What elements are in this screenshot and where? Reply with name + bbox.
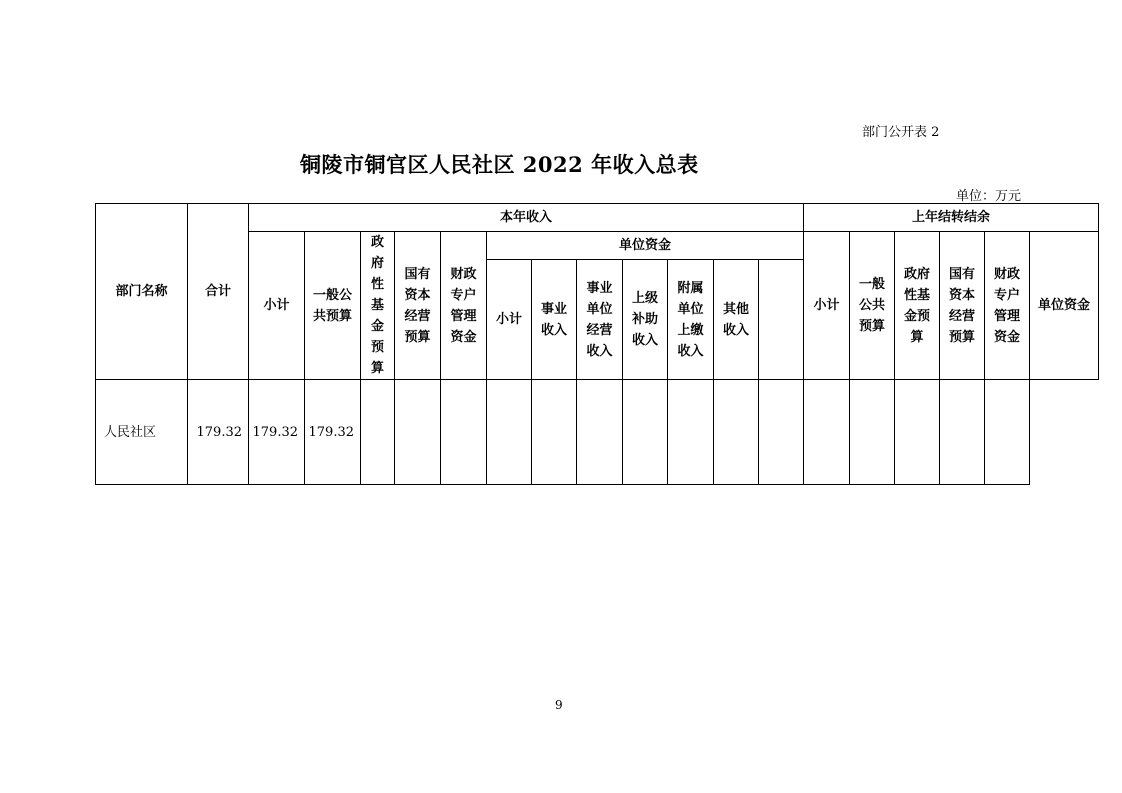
cell-state-capital <box>395 380 441 485</box>
cell-co-gov-fund <box>850 380 895 485</box>
header-affiliated-income: 附属单位上缴收入 <box>668 260 714 380</box>
header-gov-fund: 政府性基金预算 <box>361 232 395 380</box>
header-this-year-income: 本年收入 <box>249 204 804 232</box>
header-fiscal-special: 财政专户管理资金 <box>441 232 487 380</box>
cell-co-unit-funds <box>985 380 1030 485</box>
cell-co-state-capital <box>895 380 940 485</box>
header-operating-income: 事业单位经营收入 <box>577 260 623 380</box>
header-co-subtotal: 小计 <box>804 232 850 380</box>
header-business-income: 事业收入 <box>532 260 577 380</box>
header-dept-name: 部门名称 <box>96 204 188 380</box>
header-subtotal: 小计 <box>249 232 305 380</box>
cell-general-budget: 179.32 <box>305 380 361 485</box>
cell-superior-subsidy <box>623 380 668 485</box>
unit-label: 单位：万元 <box>956 189 1022 204</box>
header-unit-funds: 单位资金 <box>487 232 804 260</box>
header-state-capital: 国有资本经营预算 <box>395 232 441 380</box>
header-co-general-budget: 一般公共预算 <box>850 232 895 380</box>
cell-co-subtotal <box>759 380 804 485</box>
header-general-budget: 一般公共预算 <box>305 232 361 380</box>
cell-co-general <box>804 380 850 485</box>
cell-co-fiscal-special <box>940 380 985 485</box>
page-number: 9 <box>555 698 563 712</box>
header-co-fiscal-special: 财政专户管理资金 <box>985 232 1030 380</box>
header-co-unit-funds: 单位资金 <box>1030 232 1099 380</box>
cell-operating-income <box>577 380 623 485</box>
header-co-state-capital: 国有资本经营预算 <box>940 232 985 380</box>
income-summary-table <box>95 203 1099 485</box>
header-unit-subtotal: 小计 <box>487 260 532 380</box>
cell-subtotal: 179.32 <box>249 380 305 485</box>
form-number-label: 部门公开表 2 <box>862 125 940 140</box>
page-title: 铜陵市铜官区人民社区 2022 年收入总表 <box>300 152 699 177</box>
header-total: 合计 <box>188 204 249 380</box>
header-superior-subsidy: 上级补助收入 <box>623 260 668 380</box>
cell-affiliated-income <box>668 380 714 485</box>
cell-gov-fund <box>361 380 395 485</box>
cell-total: 179.32 <box>188 380 249 485</box>
header-carryover: 上年结转结余 <box>804 204 1099 232</box>
cell-fiscal-special <box>441 380 487 485</box>
cell-business-income <box>532 380 577 485</box>
cell-dept-name: 人民社区 <box>96 380 188 485</box>
cell-unit-subtotal <box>487 380 532 485</box>
table-row <box>96 380 1099 485</box>
cell-other-income <box>714 380 759 485</box>
header-other-income: 其他收入 <box>714 260 759 380</box>
header-co-gov-fund: 政府性基金预算 <box>895 232 940 380</box>
